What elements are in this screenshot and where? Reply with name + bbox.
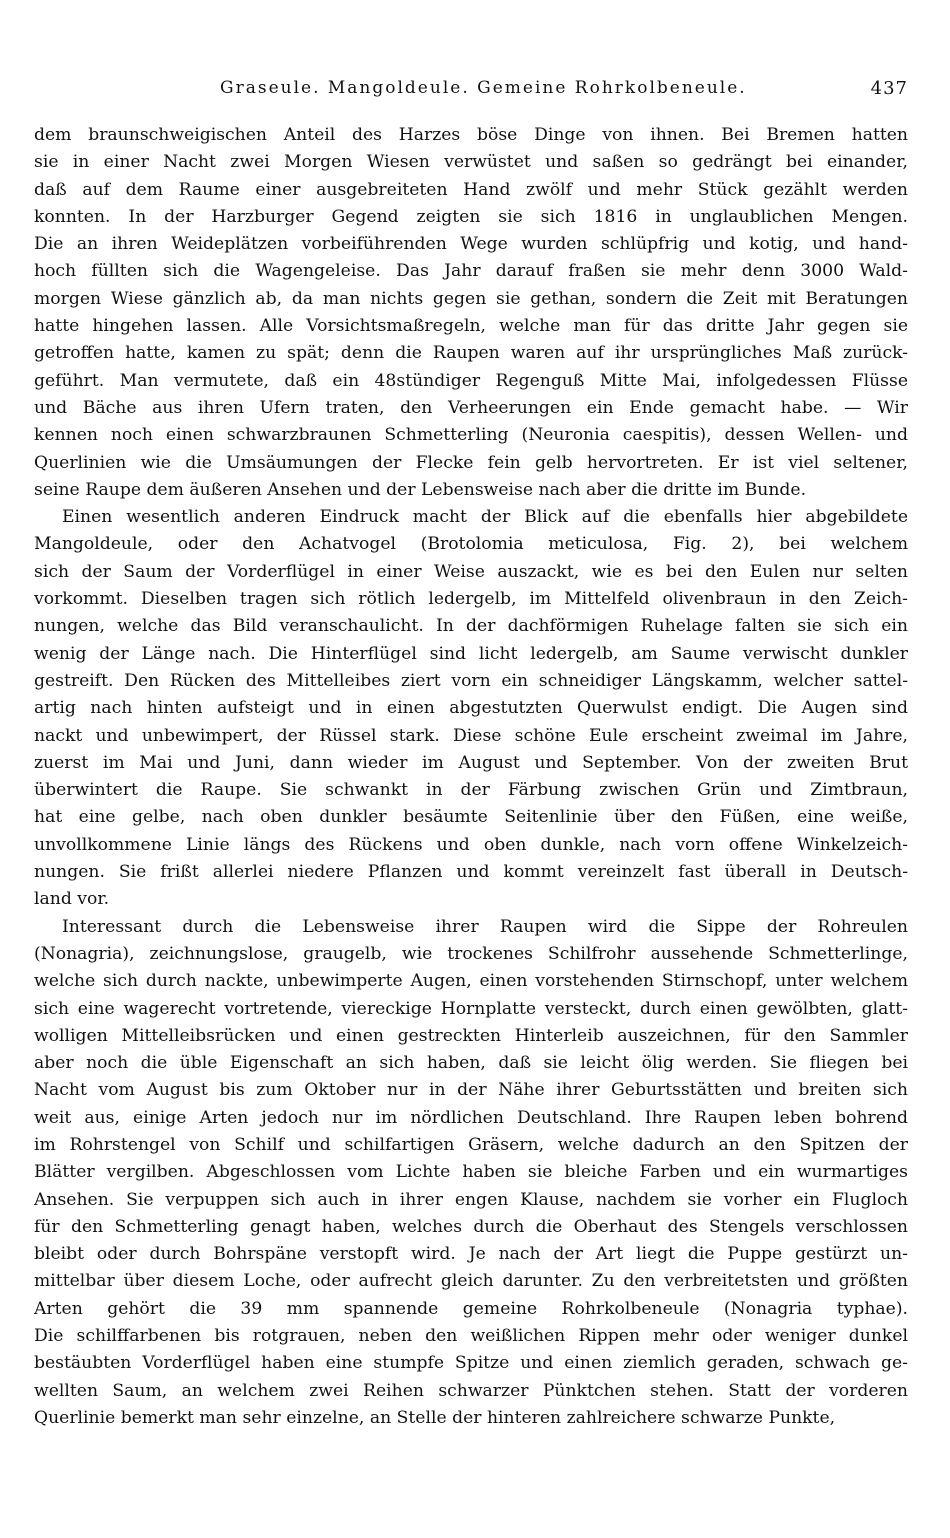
text-line: sich eine wagerecht vortretende, viereckige Hornplatte versteckt, durch einen gewölbten, glatt- [34,998,908,1019]
text-line: Mangoldeule, oder den Achatvogel (Brotolomia meticulosa, Fig. 2), bei welchem [34,534,908,555]
text-line: gestreift. Den Rücken des Mittelleibes ziert vorn ein schneidiger Längskamm, welcher sattel- [34,670,908,691]
text-line: artig nach hinten aufsteigt und in einen abgestutzten Querwulst endigt. Die Augen sind [34,698,908,719]
text-line: wellten Saum, an welchem zwei Reihen schwarzer Pünktchen stehen. Statt der vorderen [34,1380,908,1401]
text-line: vorkommt. Dieselben tragen sich rötlich ledergelb, im Mittelfeld olivenbraun in den Zeich- [34,589,908,610]
text-line: daß auf dem Raume einer ausgebreiteten Hand zwölf und mehr Stück gezählt werden [34,179,908,200]
text-line: Die schilffarbenen bis rotgrauen, neben den weißlichen Rippen mehr oder weniger dunkel [34,1326,908,1347]
text-line: sich der Saum der Vorderflügel in einer Weise auszackt, wie es bei den Eulen nur selten [34,561,908,582]
text-line: mittelbar über diesem Loche, oder aufrecht gleich darunter. Zu den verbreitetsten und größten [34,1271,908,1292]
text-line: weit aus, einige Arten jedoch nur im nördlichen Deutschland. Ihre Raupen leben bohrend [34,1107,908,1128]
text-line: nungen, welche das Bild veranschaulicht. In der dachförmigen Ruhelage falten sie sich ein [34,616,908,637]
text-line: und Bäche aus ihren Ufern traten, den Verheerungen ein Ende gemacht habe. — Wir [34,397,908,418]
text-line: hatte hingehen lassen. Alle Vorsichtsmaßregeln, welche man für das dritte Jahr gegen sie [34,316,908,337]
paragraph [34,122,908,504]
running-title: Graseule. Mangoldeule. Gemeine Rohrkolbeneule. [220,78,747,98]
text-line: Einen wesentlich anderen Eindruck macht der Blick auf die ebenfalls hier abgebildete [62,507,908,528]
text-line: wenig der Länge nach. Die Hinterflügel sind licht ledergelb, am Saume verwischt dunkler [34,643,908,664]
text-line: Nacht vom August bis zum Oktober nur in der Nähe ihrer Geburtsstätten und breiten sich [34,1080,908,1101]
text-line: nackt und unbewimpert, der Rüssel stark. Diese schöne Eule erscheint zweimal im Jahre, [34,725,908,746]
running-head [34,78,908,106]
text-line: hoch füllten sich die Wagengeleise. Das Jahr darauf fraßen sie mehr denn 3000 Wald- [34,261,908,282]
text-line: geführt. Man vermutete, daß ein 48stündiger Regenguß Mitte Mai, infolgedessen Flüsse [34,370,908,391]
text-line: seine Raupe dem äußeren Ansehen und der Lebensweise nach aber die dritte im Bunde. [34,479,807,500]
text-line: im Rohrstengel von Schilf und schilfartigen Gräsern, welche dadurch an den Spitzen der [34,1134,908,1155]
text-line: morgen Wiese gänzlich ab, da man nichts gegen sie gethan, sondern die Zeit mit Beratungen [34,288,908,309]
text-line: Arten gehört die 39 mm spannende gemeine Rohrkolbeneule (Nonagria typhae). [34,1298,908,1319]
body-text [34,122,908,1432]
text-line: sie in einer Nacht zwei Morgen Wiesen verwüstet und saßen so gedrängt bei einander, [34,152,908,173]
text-line: bestäubten Vorderflügel haben eine stumpfe Spitze und einen ziemlich geraden, schwach ge- [34,1353,908,1374]
page-number: 437 [870,78,908,99]
text-line: überwintert die Raupe. Sie schwankt in der Färbung zwischen Grün und Zimtbraun, [34,780,908,801]
text-line: Querlinie bemerkt man sehr einzelne, an Stelle der hinteren zahlreichere schwarze Punkte, [34,1407,836,1428]
text-line: getroffen hatte, kamen zu spät; denn die Raupen waren auf ihr ursprüngliches Maß zurück- [34,343,908,364]
text-line: Die an ihren Weideplätzen vorbeiführenden Wege wurden schlüpfrig und kotig, und hand- [34,234,908,255]
text-line: bleibt oder durch Bohrspäne verstopft wird. Je nach der Art liegt die Puppe gestürzt un- [34,1244,908,1265]
text-line: Querlinien wie die Umsäumungen der Flecke fein gelb hervortreten. Er ist viel seltener, [34,452,908,473]
text-line: für den Schmetterling genagt haben, welches durch die Oberhaut des Stengels verschlossen [34,1216,908,1237]
text-line: welche sich durch nackte, unbewimperte Augen, einen vorstehenden Stirnschopf, unter welchem [34,971,908,992]
paragraph [34,914,908,1433]
text-line: konnten. In der Harzburger Gegend zeigten sie sich 1816 in unglaublichen Mengen. [34,206,908,227]
text-line: (Nonagria), zeichnungslose, graugelb, wie trockenes Schilfrohr aussehende Schmetterlinge, [34,943,908,964]
paragraph [34,504,908,913]
text-line: unvollkommene Linie längs des Rückens und oben dunkle, nach vorn offene Winkelzeich- [34,834,908,855]
text-line: dem braunschweigischen Anteil des Harzes böse Dinge von ihnen. Bei Bremen hatten [34,125,908,145]
text-line: kennen noch einen schwarzbraunen Schmetterling (Neuronia caespitis), dessen Wellen- und [34,425,908,446]
text-line: nungen. Sie frißt allerlei niedere Pflanzen und kommt vereinzelt fast überall in Deutsch- [34,862,908,883]
text-line: Interessant durch die Lebensweise ihrer Raupen wird die Sippe der Rohreulen [62,916,908,937]
text-line: hat eine gelbe, nach oben dunkler besäumte Seitenlinie über den Füßen, eine weiße, [34,807,908,828]
text-line: land vor. [34,889,110,910]
text-line: Ansehen. Sie verpuppen sich auch in ihrer engen Klause, nachdem sie vorher ein Flugloch [34,1189,908,1210]
text-line: wolligen Mittelleibsrücken und einen gestreckten Hinterleib auszeichnen, für den Sammler [34,1025,908,1046]
text-line: Blätter vergilben. Abgeschlossen vom Lichte haben sie bleiche Farben und ein wurmartiges [34,1162,908,1183]
text-line: zuerst im Mai und Juni, dann wieder im August und September. Von der zweiten Brut [34,752,908,773]
text-line: aber noch die üble Eigenschaft an sich haben, daß sie leicht ölig werden. Sie fliegen bei [34,1053,908,1074]
